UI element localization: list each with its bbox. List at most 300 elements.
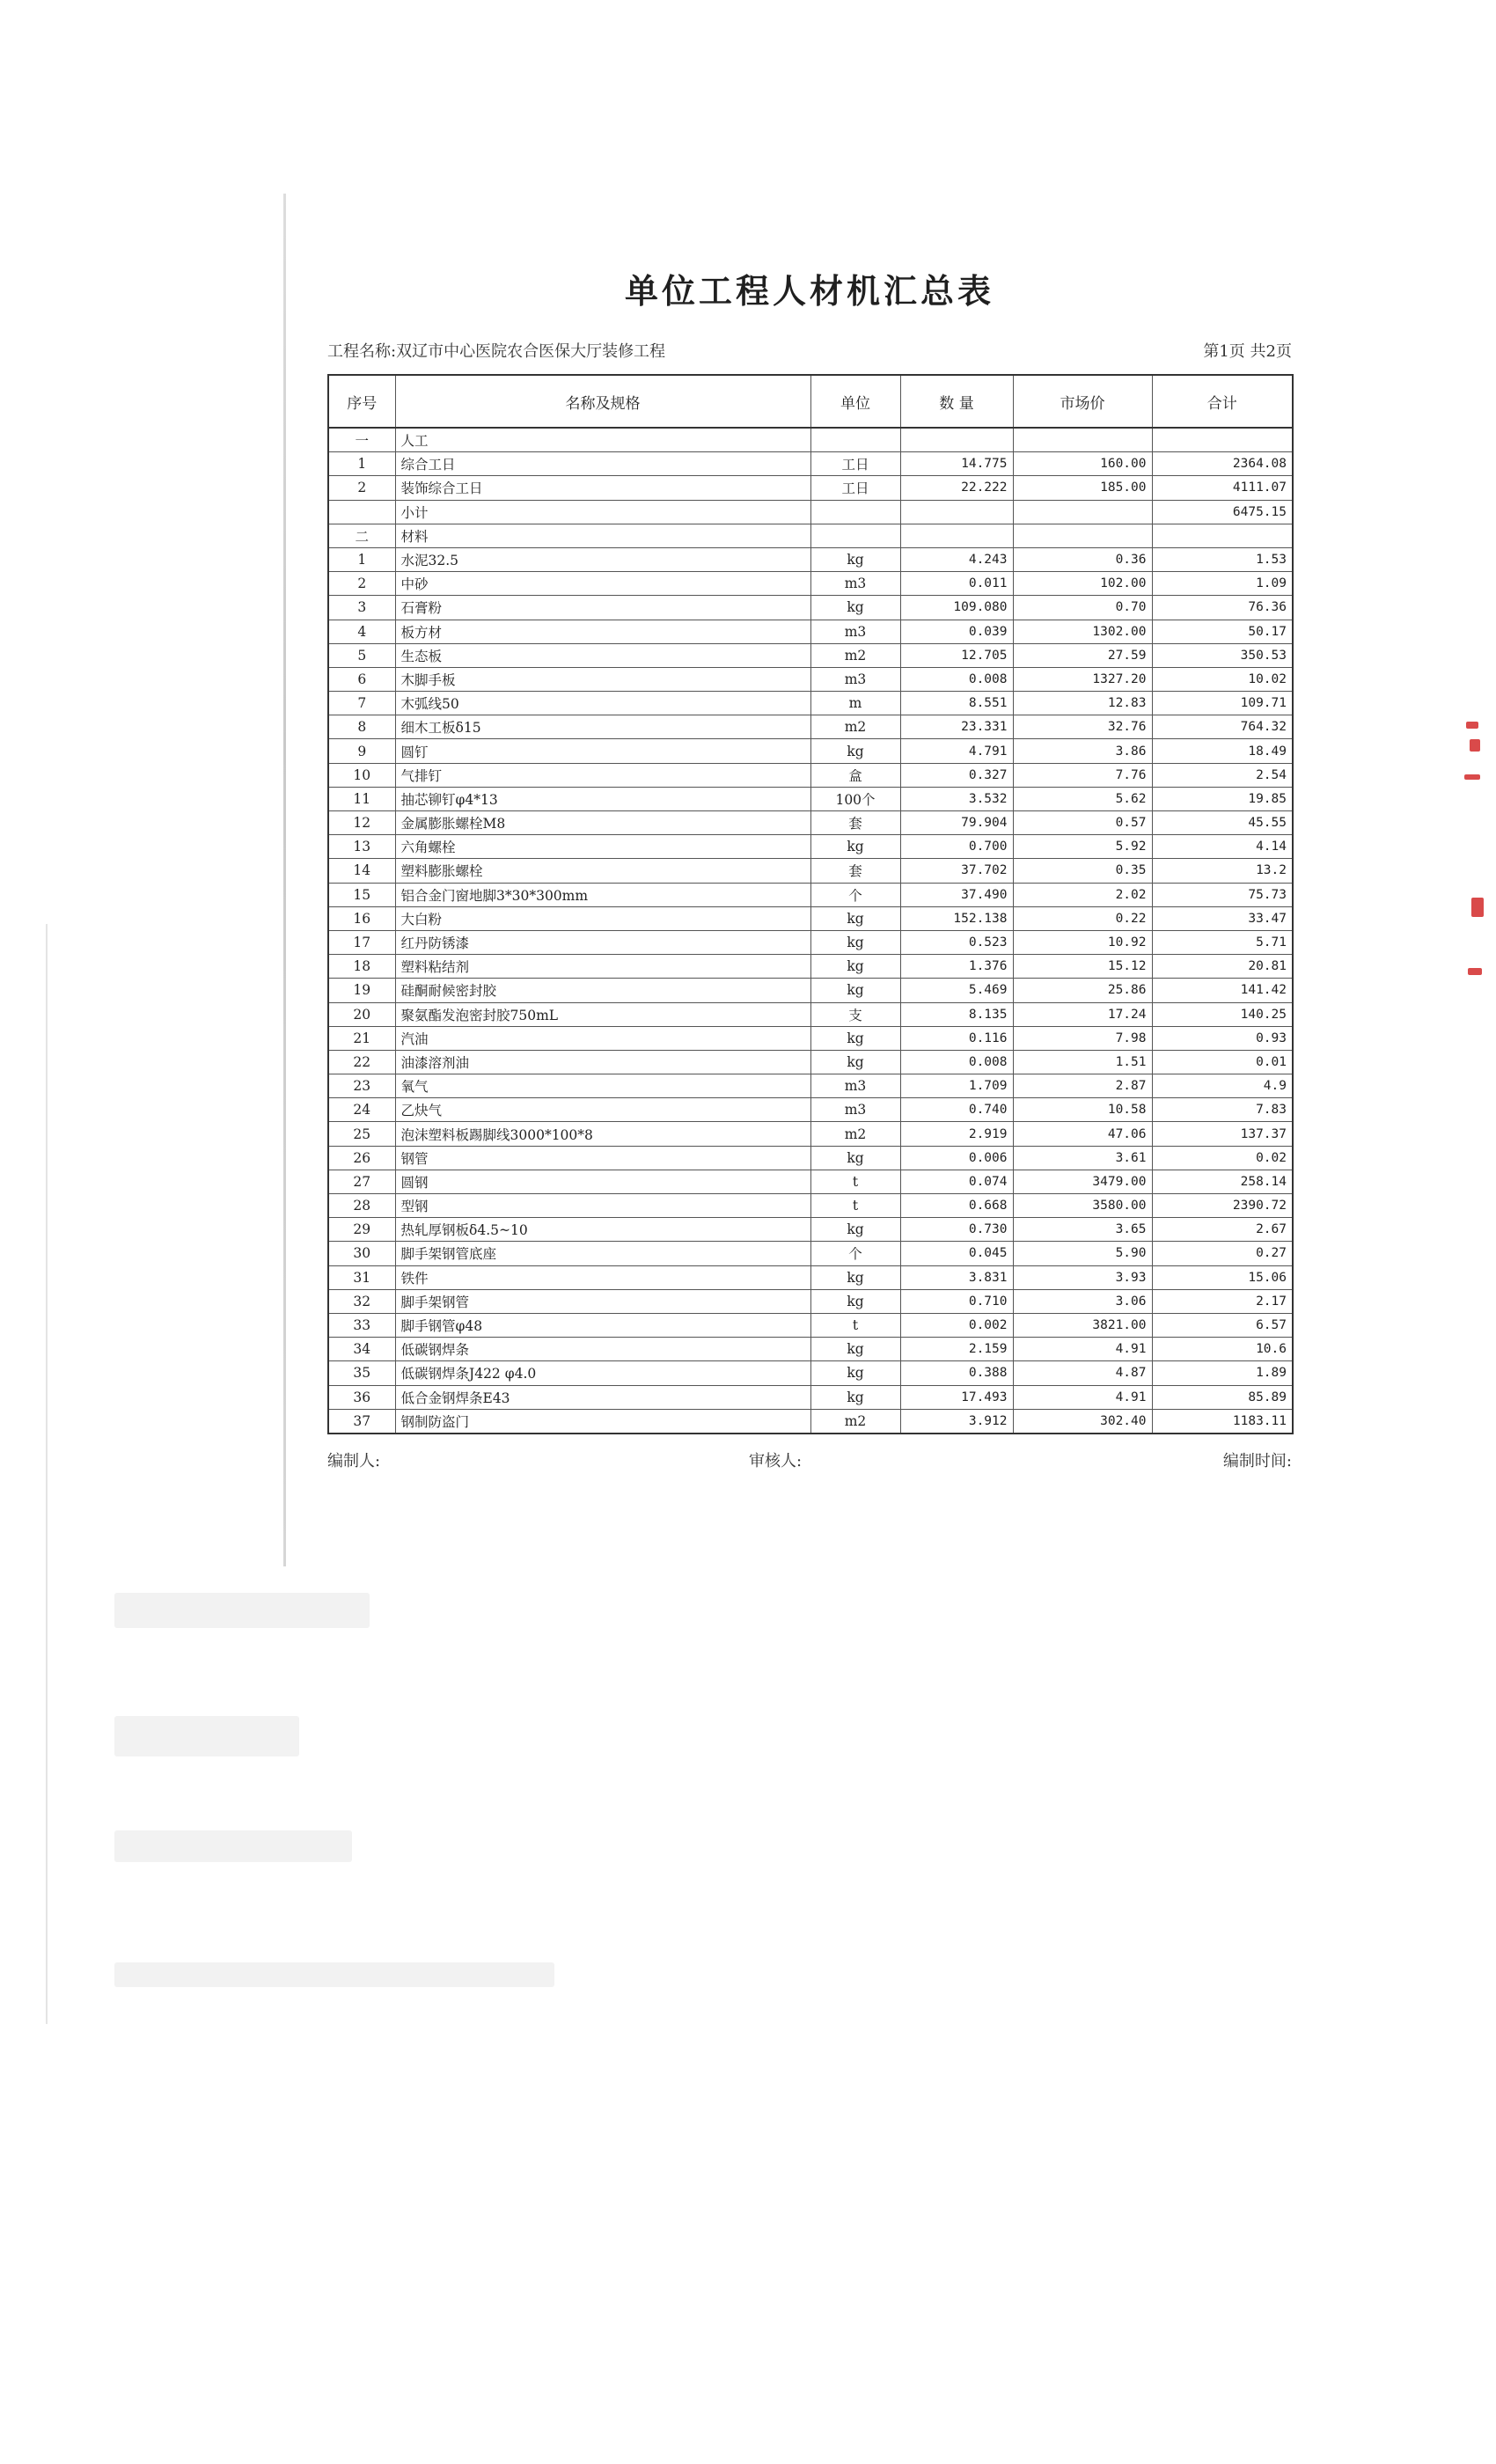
signature-line xyxy=(327,1448,1292,1471)
cell-qty: 1.376 xyxy=(900,955,1013,979)
cell-name: 圆钢 xyxy=(395,1170,810,1193)
cell-unit: kg xyxy=(810,739,900,763)
cell-total: 258.14 xyxy=(1152,1170,1293,1193)
table-row xyxy=(328,1218,1293,1242)
table-row xyxy=(328,547,1293,571)
table-row xyxy=(328,1385,1293,1409)
page-title: 单位工程人材机汇总表 xyxy=(624,271,994,311)
compiler-label: 编制人: xyxy=(327,1451,381,1470)
cell-no: 34 xyxy=(328,1338,395,1361)
cell-name: 铝合金门窗地脚3*30*300mm xyxy=(395,883,810,906)
table-row xyxy=(328,476,1293,500)
cell-price: 0.36 xyxy=(1013,547,1152,571)
cell-price: 1327.20 xyxy=(1013,667,1152,691)
cell-name: 中砂 xyxy=(395,572,810,596)
cell-name: 装饰综合工日 xyxy=(395,476,810,500)
cell-qty: 4.791 xyxy=(900,739,1013,763)
table-row xyxy=(328,620,1293,643)
cell-qty: 0.523 xyxy=(900,930,1013,954)
cell-no: 1 xyxy=(328,547,395,571)
cell-price: 302.40 xyxy=(1013,1409,1152,1434)
cell-total: 13.2 xyxy=(1152,859,1293,883)
table-row xyxy=(328,1409,1293,1434)
table-row xyxy=(328,1074,1293,1098)
cell-unit xyxy=(810,524,900,547)
cell-price: 3580.00 xyxy=(1013,1194,1152,1218)
cell-unit: kg xyxy=(810,1385,900,1409)
cell-qty: 0.730 xyxy=(900,1218,1013,1242)
cell-price: 7.76 xyxy=(1013,763,1152,787)
cell-price xyxy=(1013,428,1152,452)
cell-no: 22 xyxy=(328,1050,395,1074)
table-row xyxy=(328,1265,1293,1289)
cell-unit: kg xyxy=(810,1265,900,1289)
cell-qty: 0.074 xyxy=(900,1170,1013,1193)
cell-price xyxy=(1013,524,1152,547)
table-row xyxy=(328,1122,1293,1146)
cell-total: 45.55 xyxy=(1152,811,1293,835)
cell-unit: kg xyxy=(810,1050,900,1074)
cell-no: 32 xyxy=(328,1289,395,1313)
cell-unit: m3 xyxy=(810,667,900,691)
cell-price xyxy=(1013,500,1152,524)
table-row xyxy=(328,1361,1293,1385)
cell-total: 2364.08 xyxy=(1152,452,1293,476)
document-sheet xyxy=(327,264,1292,1471)
table-row xyxy=(328,1098,1293,1122)
cell-unit: kg xyxy=(810,1338,900,1361)
cell-name: 材料 xyxy=(395,524,810,547)
table-row xyxy=(328,1338,1293,1361)
cell-price: 185.00 xyxy=(1013,476,1152,500)
cell-total: 33.47 xyxy=(1152,906,1293,930)
cell-price: 3.61 xyxy=(1013,1146,1152,1170)
cell-unit: 套 xyxy=(810,811,900,835)
header-name: 名称及规格 xyxy=(395,375,810,428)
cell-price: 0.22 xyxy=(1013,906,1152,930)
cell-name: 圆钉 xyxy=(395,739,810,763)
cell-price: 10.92 xyxy=(1013,930,1152,954)
cell-unit: kg xyxy=(810,1146,900,1170)
cell-name: 油漆溶剂油 xyxy=(395,1050,810,1074)
cell-qty: 109.080 xyxy=(900,596,1013,620)
cell-price: 2.02 xyxy=(1013,883,1152,906)
table-row xyxy=(328,1194,1293,1218)
cell-name: 金属膨胀螺栓M8 xyxy=(395,811,810,835)
cell-total: 18.49 xyxy=(1152,739,1293,763)
cell-price: 3.65 xyxy=(1013,1218,1152,1242)
cell-qty: 0.327 xyxy=(900,763,1013,787)
cell-total xyxy=(1152,428,1293,452)
cell-price: 4.91 xyxy=(1013,1338,1152,1361)
cell-name: 型钢 xyxy=(395,1194,810,1218)
cell-no: 36 xyxy=(328,1385,395,1409)
cell-price: 10.58 xyxy=(1013,1098,1152,1122)
table-row xyxy=(328,643,1293,667)
cell-no: 28 xyxy=(328,1194,395,1218)
cell-unit: kg xyxy=(810,1026,900,1050)
cell-name: 水泥32.5 xyxy=(395,547,810,571)
cell-qty: 2.159 xyxy=(900,1338,1013,1361)
cell-price: 1302.00 xyxy=(1013,620,1152,643)
cell-unit: t xyxy=(810,1194,900,1218)
table-row xyxy=(328,1026,1293,1050)
cell-total: 2.54 xyxy=(1152,763,1293,787)
cell-unit: m3 xyxy=(810,572,900,596)
cell-no: 6 xyxy=(328,667,395,691)
cell-total: 0.02 xyxy=(1152,1146,1293,1170)
table-row xyxy=(328,500,1293,524)
cell-no: 31 xyxy=(328,1265,395,1289)
cell-name: 聚氨酯发泡密封胶750mL xyxy=(395,1002,810,1026)
cell-name: 脚手钢管φ48 xyxy=(395,1313,810,1337)
table-row xyxy=(328,667,1293,691)
cell-qty: 1.709 xyxy=(900,1074,1013,1098)
meta-line xyxy=(327,339,1292,362)
cell-unit: kg xyxy=(810,979,900,1002)
cell-total: 50.17 xyxy=(1152,620,1293,643)
cell-name: 板方材 xyxy=(395,620,810,643)
cell-total: 76.36 xyxy=(1152,596,1293,620)
cell-no: 20 xyxy=(328,1002,395,1026)
cell-total: 2390.72 xyxy=(1152,1194,1293,1218)
bleed-through-mark xyxy=(114,1716,299,1756)
cell-total: 6.57 xyxy=(1152,1313,1293,1337)
cell-price: 5.90 xyxy=(1013,1242,1152,1265)
cell-qty: 0.045 xyxy=(900,1242,1013,1265)
date-label: 编制时间: xyxy=(1222,1451,1292,1470)
cell-qty: 23.331 xyxy=(900,715,1013,739)
cell-price: 3.93 xyxy=(1013,1265,1152,1289)
cell-total xyxy=(1152,524,1293,547)
table-row xyxy=(328,452,1293,476)
cell-total: 15.06 xyxy=(1152,1265,1293,1289)
cell-total: 0.27 xyxy=(1152,1242,1293,1265)
cell-qty: 0.008 xyxy=(900,1050,1013,1074)
cell-price: 4.91 xyxy=(1013,1385,1152,1409)
cell-qty: 37.490 xyxy=(900,883,1013,906)
cell-price: 0.70 xyxy=(1013,596,1152,620)
table-row xyxy=(328,955,1293,979)
cell-qty: 12.705 xyxy=(900,643,1013,667)
cell-total: 0.93 xyxy=(1152,1026,1293,1050)
cell-name: 脚手架钢管底座 xyxy=(395,1242,810,1265)
cell-name: 硅酮耐候密封胶 xyxy=(395,979,810,1002)
table-row xyxy=(328,715,1293,739)
header-total: 合计 xyxy=(1152,375,1293,428)
cell-price: 3.86 xyxy=(1013,739,1152,763)
header-price: 市场价 xyxy=(1013,375,1152,428)
cell-qty: 8.135 xyxy=(900,1002,1013,1026)
table-row xyxy=(328,1170,1293,1193)
cell-unit: 支 xyxy=(810,1002,900,1026)
cell-no: 15 xyxy=(328,883,395,906)
cell-unit: kg xyxy=(810,1361,900,1385)
cell-qty xyxy=(900,428,1013,452)
cell-total: 6475.15 xyxy=(1152,500,1293,524)
cell-price: 3821.00 xyxy=(1013,1313,1152,1337)
cell-unit: kg xyxy=(810,596,900,620)
cell-qty: 79.904 xyxy=(900,811,1013,835)
cell-unit: m xyxy=(810,692,900,715)
cell-price: 4.87 xyxy=(1013,1361,1152,1385)
table-row xyxy=(328,811,1293,835)
cell-qty: 14.775 xyxy=(900,452,1013,476)
cell-unit: m2 xyxy=(810,643,900,667)
red-stamp-fragment xyxy=(1461,722,1487,986)
cell-name: 低合金钢焊条E43 xyxy=(395,1385,810,1409)
cell-no: 33 xyxy=(328,1313,395,1337)
cell-unit: kg xyxy=(810,835,900,859)
cell-unit: 工日 xyxy=(810,452,900,476)
cell-no: 30 xyxy=(328,1242,395,1265)
cell-total: 85.89 xyxy=(1152,1385,1293,1409)
cell-qty: 0.700 xyxy=(900,835,1013,859)
cell-qty: 0.710 xyxy=(900,1289,1013,1313)
table-row xyxy=(328,883,1293,906)
cell-unit: m3 xyxy=(810,1074,900,1098)
cell-total: 137.37 xyxy=(1152,1122,1293,1146)
cell-qty: 3.912 xyxy=(900,1409,1013,1434)
cell-no: 9 xyxy=(328,739,395,763)
cell-no: 23 xyxy=(328,1074,395,1098)
cell-qty: 152.138 xyxy=(900,906,1013,930)
table-row xyxy=(328,906,1293,930)
cell-unit: kg xyxy=(810,930,900,954)
cell-qty: 37.702 xyxy=(900,859,1013,883)
cell-name: 热轧厚钢板δ4.5~10 xyxy=(395,1218,810,1242)
cell-qty: 2.919 xyxy=(900,1122,1013,1146)
cell-qty: 0.740 xyxy=(900,1098,1013,1122)
cell-total: 350.53 xyxy=(1152,643,1293,667)
cell-unit: kg xyxy=(810,906,900,930)
cell-total: 4.9 xyxy=(1152,1074,1293,1098)
cell-unit: 100个 xyxy=(810,787,900,810)
cell-no: 19 xyxy=(328,979,395,1002)
cell-no: 2 xyxy=(328,572,395,596)
cell-total: 20.81 xyxy=(1152,955,1293,979)
cell-name: 乙炔气 xyxy=(395,1098,810,1122)
cell-total: 4111.07 xyxy=(1152,476,1293,500)
cell-no: 29 xyxy=(328,1218,395,1242)
cell-price: 15.12 xyxy=(1013,955,1152,979)
cell-name: 泡沫塑料板踢脚线3000*100*8 xyxy=(395,1122,810,1146)
cell-total: 7.83 xyxy=(1152,1098,1293,1122)
header-no: 序号 xyxy=(328,375,395,428)
cell-name: 综合工日 xyxy=(395,452,810,476)
table-row xyxy=(328,596,1293,620)
header-qty: 数 量 xyxy=(900,375,1013,428)
cell-name: 钢管 xyxy=(395,1146,810,1170)
summary-table xyxy=(327,374,1294,1434)
cell-name: 木脚手板 xyxy=(395,667,810,691)
table-row xyxy=(328,930,1293,954)
cell-qty: 0.008 xyxy=(900,667,1013,691)
table-row xyxy=(328,739,1293,763)
cell-qty: 8.551 xyxy=(900,692,1013,715)
cell-name: 红丹防锈漆 xyxy=(395,930,810,954)
table-row xyxy=(328,1050,1293,1074)
cell-qty: 0.006 xyxy=(900,1146,1013,1170)
table-row xyxy=(328,787,1293,810)
bleed-through-mark xyxy=(114,1962,554,1987)
table-row xyxy=(328,1002,1293,1026)
cell-name: 木弧线50 xyxy=(395,692,810,715)
cell-unit xyxy=(810,500,900,524)
cell-total: 1183.11 xyxy=(1152,1409,1293,1434)
cell-unit: t xyxy=(810,1170,900,1193)
cell-name: 脚手架钢管 xyxy=(395,1289,810,1313)
cell-qty: 0.011 xyxy=(900,572,1013,596)
cell-price: 3.06 xyxy=(1013,1289,1152,1313)
cell-name: 人工 xyxy=(395,428,810,452)
cell-no: 7 xyxy=(328,692,395,715)
scan-shadow-edge xyxy=(283,194,286,1566)
cell-unit: 个 xyxy=(810,883,900,906)
cell-no: 24 xyxy=(328,1098,395,1122)
table-row xyxy=(328,1146,1293,1170)
cell-no: 26 xyxy=(328,1146,395,1170)
cell-name: 铁件 xyxy=(395,1265,810,1289)
cell-no: 37 xyxy=(328,1409,395,1434)
cell-price: 102.00 xyxy=(1013,572,1152,596)
cell-price: 17.24 xyxy=(1013,1002,1152,1026)
project-name: 工程名称:双辽市中心医院农合医保大厅装修工程 xyxy=(327,342,666,361)
table-row xyxy=(328,692,1293,715)
table-row xyxy=(328,1289,1293,1313)
cell-total: 75.73 xyxy=(1152,883,1293,906)
cell-name: 汽油 xyxy=(395,1026,810,1050)
cell-unit: m3 xyxy=(810,620,900,643)
table-row xyxy=(328,979,1293,1002)
cell-price: 2.87 xyxy=(1013,1074,1152,1098)
cell-price: 0.57 xyxy=(1013,811,1152,835)
cell-no: 8 xyxy=(328,715,395,739)
cell-price: 5.92 xyxy=(1013,835,1152,859)
cell-no: 5 xyxy=(328,643,395,667)
cell-unit: 套 xyxy=(810,859,900,883)
cell-name: 钢制防盗门 xyxy=(395,1409,810,1434)
cell-no: 17 xyxy=(328,930,395,954)
cell-name: 塑料膨胀螺栓 xyxy=(395,859,810,883)
cell-price: 5.62 xyxy=(1013,787,1152,810)
cell-name: 六角螺栓 xyxy=(395,835,810,859)
cell-total: 4.14 xyxy=(1152,835,1293,859)
cell-total: 10.6 xyxy=(1152,1338,1293,1361)
cell-name: 大白粉 xyxy=(395,906,810,930)
scan-faint-edge xyxy=(46,924,48,2024)
cell-unit: 个 xyxy=(810,1242,900,1265)
table-row xyxy=(328,1242,1293,1265)
cell-no: 13 xyxy=(328,835,395,859)
cell-name: 氧气 xyxy=(395,1074,810,1098)
cell-name: 低碳钢焊条 xyxy=(395,1338,810,1361)
cell-no: 10 xyxy=(328,763,395,787)
cell-qty: 4.243 xyxy=(900,547,1013,571)
cell-price: 3479.00 xyxy=(1013,1170,1152,1193)
cell-price: 12.83 xyxy=(1013,692,1152,715)
cell-unit: 盒 xyxy=(810,763,900,787)
table-body xyxy=(328,428,1293,1434)
cell-no: 35 xyxy=(328,1361,395,1385)
cell-total: 109.71 xyxy=(1152,692,1293,715)
cell-unit: t xyxy=(810,1313,900,1337)
cell-price: 0.35 xyxy=(1013,859,1152,883)
cell-name: 小计 xyxy=(395,500,810,524)
cell-no: 一 xyxy=(328,428,395,452)
cell-price: 27.59 xyxy=(1013,643,1152,667)
cell-no: 2 xyxy=(328,476,395,500)
cell-qty: 17.493 xyxy=(900,1385,1013,1409)
header-unit: 单位 xyxy=(810,375,900,428)
page-number: 第1页 共2页 xyxy=(1203,342,1292,361)
cell-price: 1.51 xyxy=(1013,1050,1152,1074)
table-row xyxy=(328,428,1293,452)
reviewer-label: 审核人: xyxy=(748,1451,803,1470)
cell-name: 细木工板δ15 xyxy=(395,715,810,739)
table-row xyxy=(328,572,1293,596)
cell-total: 764.32 xyxy=(1152,715,1293,739)
cell-name: 气排钉 xyxy=(395,763,810,787)
cell-name: 低碳钢焊条J422 φ4.0 xyxy=(395,1361,810,1385)
cell-no: 21 xyxy=(328,1026,395,1050)
cell-price: 160.00 xyxy=(1013,452,1152,476)
cell-total: 1.53 xyxy=(1152,547,1293,571)
cell-total: 1.89 xyxy=(1152,1361,1293,1385)
cell-qty: 3.532 xyxy=(900,787,1013,810)
cell-total: 0.01 xyxy=(1152,1050,1293,1074)
cell-qty: 0.668 xyxy=(900,1194,1013,1218)
cell-no: 12 xyxy=(328,811,395,835)
cell-no: 18 xyxy=(328,955,395,979)
cell-no: 14 xyxy=(328,859,395,883)
cell-qty xyxy=(900,500,1013,524)
cell-qty: 5.469 xyxy=(900,979,1013,1002)
cell-price: 47.06 xyxy=(1013,1122,1152,1146)
cell-no: 4 xyxy=(328,620,395,643)
cell-qty: 3.831 xyxy=(900,1265,1013,1289)
cell-total: 5.71 xyxy=(1152,930,1293,954)
cell-name: 生态板 xyxy=(395,643,810,667)
cell-no: 3 xyxy=(328,596,395,620)
cell-total: 141.42 xyxy=(1152,979,1293,1002)
cell-total: 10.02 xyxy=(1152,667,1293,691)
cell-no xyxy=(328,500,395,524)
cell-qty: 0.116 xyxy=(900,1026,1013,1050)
cell-no: 11 xyxy=(328,787,395,810)
cell-unit: m3 xyxy=(810,1098,900,1122)
cell-no: 27 xyxy=(328,1170,395,1193)
cell-qty xyxy=(900,524,1013,547)
cell-unit: 工日 xyxy=(810,476,900,500)
cell-no: 1 xyxy=(328,452,395,476)
cell-unit: m2 xyxy=(810,715,900,739)
cell-no: 16 xyxy=(328,906,395,930)
cell-unit: kg xyxy=(810,955,900,979)
cell-no: 二 xyxy=(328,524,395,547)
bleed-through-mark xyxy=(114,1593,370,1628)
cell-unit: m2 xyxy=(810,1409,900,1434)
cell-no: 25 xyxy=(328,1122,395,1146)
cell-qty: 0.002 xyxy=(900,1313,1013,1337)
cell-name: 抽芯铆钉φ4*13 xyxy=(395,787,810,810)
cell-price: 25.86 xyxy=(1013,979,1152,1002)
table-row xyxy=(328,835,1293,859)
table-header-row xyxy=(328,375,1293,428)
cell-total: 19.85 xyxy=(1152,787,1293,810)
cell-name: 塑料粘结剂 xyxy=(395,955,810,979)
cell-unit xyxy=(810,428,900,452)
